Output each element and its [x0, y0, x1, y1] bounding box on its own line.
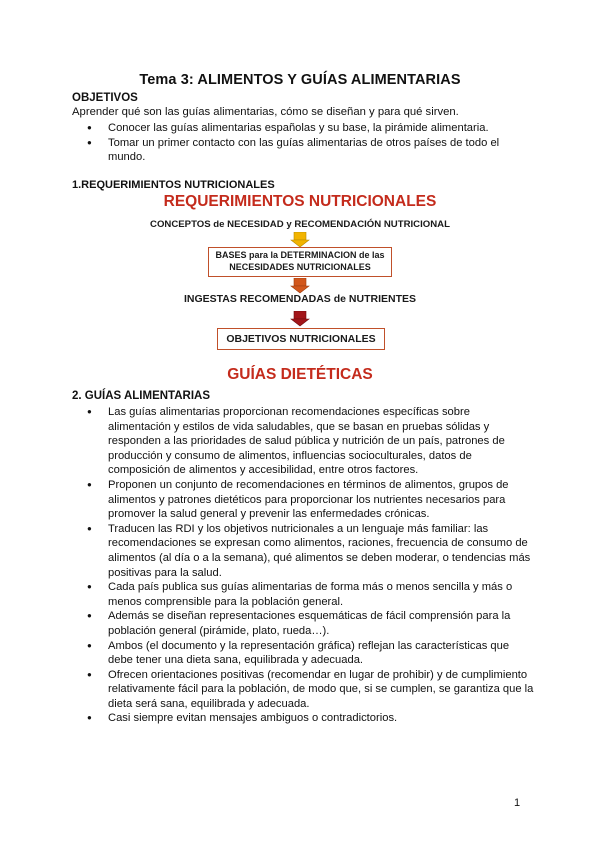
objetivos-intro: Aprender qué son las guías alimentarias, cómo se diseñan y para qué sirven.	[72, 106, 459, 118]
objetivos-heading: OBJETIVOS	[72, 92, 138, 104]
diagram-ingestas-text: INGESTAS RECOMENDADAS de NUTRIENTES	[184, 293, 416, 305]
list-item: ● Conocer las guías alimentarias españolas y su base, la pirámide alimentaria.	[72, 121, 532, 136]
bases-box	[208, 247, 392, 277]
list-item: ● Ambos (el documento y la representación gráfica) reflejan las características que debe tener una dieta sana, equilibrada y adecuada.	[72, 639, 534, 668]
guias-dieteticas-title: GUÍAS DIETÉTICAS	[227, 366, 373, 383]
arrow-down-darkred-icon	[289, 311, 311, 327]
list-item: ● Proponen un conjunto de recomendaciones en términos de alimentos, grupos de alimentos y patrones dietéticos para proporcionar los nutrientes necesarios para promover la salud general y prevenir las enfermedades crónicas.	[72, 478, 534, 522]
bases-box-line2: NECESIDADES NUTRICIONALES	[229, 262, 371, 272]
list-item: ● Traducen las RDI y los objetivos nutricionales a un lenguaje más familiar: las recomendaciones se expresan como alimentos, raciones, frecuencia de consumo de alimentos (al día o a la semana), qué alimentos se deben moderar, o tendencias más positivas para la salud.	[72, 522, 534, 580]
arrow-down-yellow-icon	[289, 232, 311, 248]
list-item: ● Ofrecen orientaciones positivas (recomendar en lugar de prohibir) y de cumplimiento relativamente fácil para la población, de modo que, si se cumplen, se garantiza que la dieta será sana, equilibrada y adecuada.	[72, 668, 534, 712]
list-item: ● Casi siempre evitan mensajes ambiguos o contradictorios.	[72, 711, 534, 726]
arrow-down-orange-icon	[289, 278, 311, 294]
objetivos-list	[72, 121, 532, 165]
diagram-title: REQUERIMIENTOS NUTRICIONALES	[163, 193, 437, 210]
list-item: ● Además se diseñan representaciones esquemáticas de fácil comprensión para la población general (pirámide, plato, rueda…).	[72, 609, 534, 638]
guias-list	[72, 405, 534, 726]
list-item: ● Las guías alimentarias proporcionan recomendaciones específicas sobre alimentación y estilos de vida saludables, que se basan en pruebas sólidas y responden a las prioridades de salud pública y nutrición de un país, patrones de producción y consumo de alimentos, influencias socioculturales, datos de composición de alimentos y accesibilidad, entre otros factores.	[72, 405, 534, 478]
section1-heading: 1.REQUERIMIENTOS NUTRICIONALES	[72, 179, 275, 191]
list-item: ● Tomar un primer contacto con las guías alimentarias de otros países de todo el mundo.	[72, 136, 532, 165]
page-number: 1	[514, 797, 521, 809]
list-item: ● Cada país publica sus guías alimentarias de forma más o menos sencilla y más o menos comprensible para la población general.	[72, 580, 534, 609]
diagram-concepts-text: CONCEPTOS de NECESIDAD y RECOMENDACIÓN NUTRICIONAL	[150, 219, 450, 230]
page-title: Tema 3: ALIMENTOS Y GUÍAS ALIMENTARIAS	[139, 72, 461, 88]
objetivos-nutricionales-box: OBJETIVOS NUTRICIONALES	[217, 328, 385, 350]
section2-heading: 2. GUÍAS ALIMENTARIAS	[72, 390, 211, 402]
bases-box-line1: BASES para la DETERMINACION de las	[215, 250, 385, 260]
